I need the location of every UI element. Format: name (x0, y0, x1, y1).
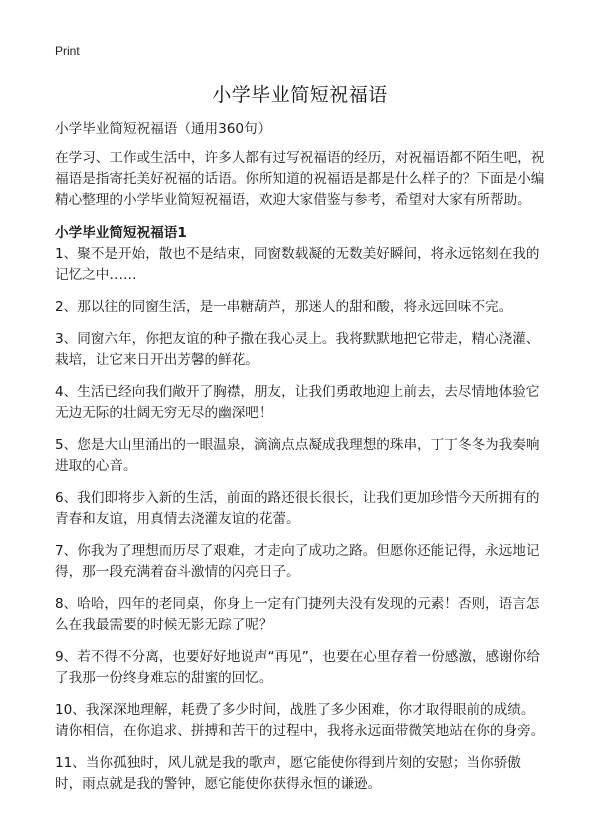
blessing-item: 6、我们即将步入新的生活，前面的路还很长很长，让我们更加珍惜今天所拥有的青春和友谊，用真情去浇灌友谊的花蕾。 (55, 490, 540, 527)
blessing-list (55, 244, 547, 795)
blessing-item: 4、生活已经向我们敞开了胸襟，朋友，让我们勇敢地迎上前去，去尽情地体验它无边无际的壮阔无穷无尽的幽深吧！ (55, 384, 540, 421)
blessing-item: 1、聚不是开始，散也不是结束，同窗数载凝的无数美好瞬间，将永远铭刻在我的记忆之中…… (55, 246, 540, 283)
blessing-item: 8、哈哈，四年的老同桌，你身上一定有门捷列夫没有发现的元素！否则，语言怎么在我最需要的时候无影无踪了呢？ (55, 596, 540, 633)
blessing-item: 2、那以往的同窗生活，是一串糖葫芦，那迷人的甜和酸，将永远回味不完。 (55, 299, 513, 315)
blessing-item: 10、我深深地理解，耗费了多少时间，战胜了多少困难，你才取得眼前的成绩。请你相信，在你追求、拼搏和苦干的过程中，我将永远面带微笑地站在你的身旁。 (55, 702, 545, 739)
document-title: 小学毕业简短祝福语 (212, 84, 388, 106)
blessing-item: 5、您是大山里涌出的一眼温泉，滴滴点点凝成我理想的珠串，丁丁冬冬为我奏响进取的心音。 (55, 437, 540, 474)
blessing-item: 7、你我为了理想而历尽了艰难，才走向了成功之路。但愿你还能记得，永远地记得，那一段充满着奋斗激情的闪亮日子。 (55, 543, 540, 580)
print-link[interactable]: Print (55, 44, 80, 58)
section-heading: 小学毕业简短祝福语1 (55, 225, 187, 241)
blessing-item: 3、同窗六年，你把友谊的种子撒在我心灵上。我将默默地把它带走，精心浇灌、栽培，让它来日开出芳馨的鲜花。 (55, 331, 540, 368)
intro-paragraph: 在学习、工作或生活中，许多人都有过写祝福语的经历，对祝福语都不陌生吧，祝福语是指寄托美好祝福的话语。你所知道的祝福语是都是什么样子的？下面是小编精心整理的小学毕业简短祝福语，欢迎大家借鉴与参考，希望对大家有所帮助。 (55, 150, 545, 208)
blessing-item: 11、当你孤独时，风儿就是我的歌声，愿它能使你得到片刻的安慰；当你骄傲时，雨点就是我的警钟，愿它能使你获得永恒的谦逊。 (55, 755, 521, 792)
document-body (55, 119, 547, 806)
blessing-item: 9、若不得不分离，也要好好地说声“再见”，也要在心里存着一份感激，感谢你给了我那一份终身难忘的甜蜜的回忆。 (55, 649, 540, 686)
document-subtitle: 小学毕业简短祝福语（通用360句） (55, 121, 272, 137)
